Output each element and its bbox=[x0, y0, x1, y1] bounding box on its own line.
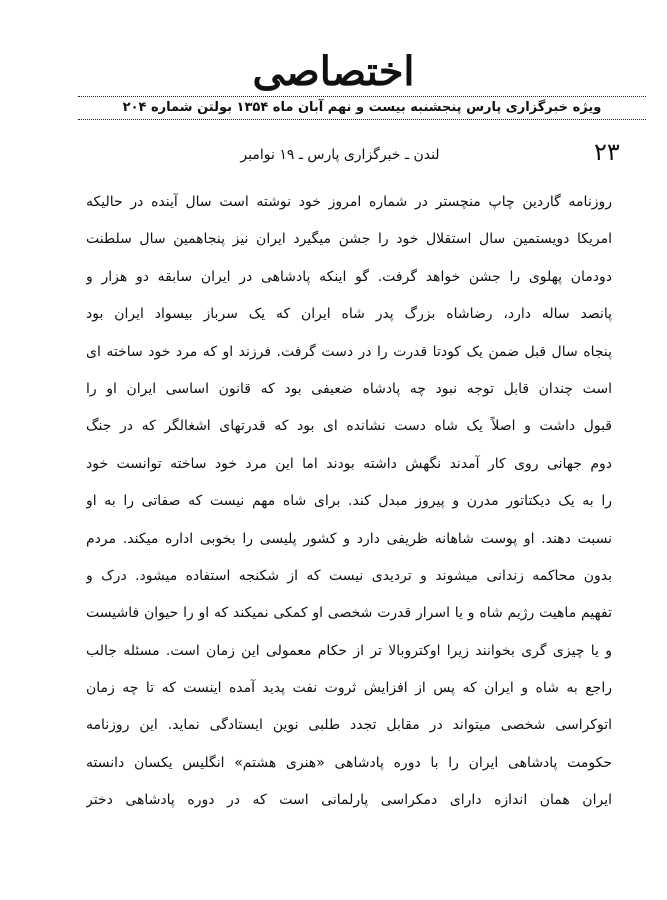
body-line: ایران همان اندازه دارای دمکراسی پارلمانی است که در دوره پادشاهی دختر bbox=[86, 792, 612, 809]
body-line: دوم جهانی روی کار آمدند نگهش داشته بودند اما این مرد خود ساخته توانست خود bbox=[86, 455, 612, 472]
body-line: روزنامه گاردین چاپ منچستر در شماره امروز خود نوشته است سال آینده در حالیکه bbox=[86, 194, 612, 210]
body-line: پنجاه سال قبل ضمن یک کودتا قدرت را در دست گرفت. فرزند او که مرد خود ساخته ای bbox=[86, 343, 612, 360]
body-line: دودمان پهلوی را جشن خواهد گرفت. گو اینکه پادشاهی در ایران سابقه دو هزار و bbox=[86, 268, 612, 285]
body-line: و یا چیزی گری بخوانند زیرا اوکتروبالا تر از حکام معمولی این زمان است. مسئله جالب bbox=[86, 642, 612, 659]
body-line: بدون محاکمه زندانی میشوند و تردیدی نیست که از شکنجه استفاده میشود. درک و bbox=[86, 567, 612, 584]
page-number: ۲۳ bbox=[594, 138, 620, 166]
article-body bbox=[86, 184, 612, 820]
body-line: است چندان قابل توجه نبود چه پادشاه ضعیفی بود که قانون اساسی ایران او را bbox=[86, 380, 612, 397]
document-title: اختصاصی bbox=[252, 48, 415, 95]
body-line: نسبت دهند. او پوست شاهانه ظریفی دارد و کشور پلیسی را بخوبی اداره میکند. مردم bbox=[86, 530, 612, 547]
body-line: امریکا دویستمین سال استقلال خود را جشن میگیرد ایران نیز پنجاهمین سال سلطنت bbox=[86, 231, 612, 248]
body-line: حکومت پادشاهی ایران را با دوره پادشاهی «هنری هشتم» انگلیس یکسان دانسته bbox=[86, 754, 612, 771]
body-line: تفهیم ماهیت رژیم شاه و یا اسرار قدرت شخصی او کمکی نمیکند که او را حیوان فاشیست bbox=[86, 605, 612, 622]
dateline: لندن ـ خبرگزاری پارس ـ ۱۹ نوامبر bbox=[240, 147, 440, 163]
bulletin-subheading: ویژه خبرگزاری پارس پنجشنبه بیست و نهم آبان ماه ۱۳۵۴ بولتن شماره ۲۰۴ bbox=[78, 96, 646, 120]
body-line: راجع به شاه و ایران که پس از افزایش ثروت نفت پدید آمده اینست که تا چه زمان bbox=[86, 680, 612, 697]
body-line: پانصد ساله دارد، رضاشاه بزرگ پدر شاه ایران که یک سرباز بیسواد ایران بود bbox=[86, 306, 612, 323]
body-line: را به یک دیکتاتور مدرن و پیروز مبدل کند. برای شاه مهم نیست که صفاتی را به او bbox=[86, 493, 612, 510]
body-line: قبول داشت و اصلاً یک شاه دست نشانده ای بود که قدرتهای اشغالگر که در جنگ bbox=[86, 418, 612, 435]
body-line: اتوکراسی شخصی میتواند در مقابل تجدد طلبی نوین ایستادگی نماید. این روزنامه bbox=[86, 717, 612, 734]
